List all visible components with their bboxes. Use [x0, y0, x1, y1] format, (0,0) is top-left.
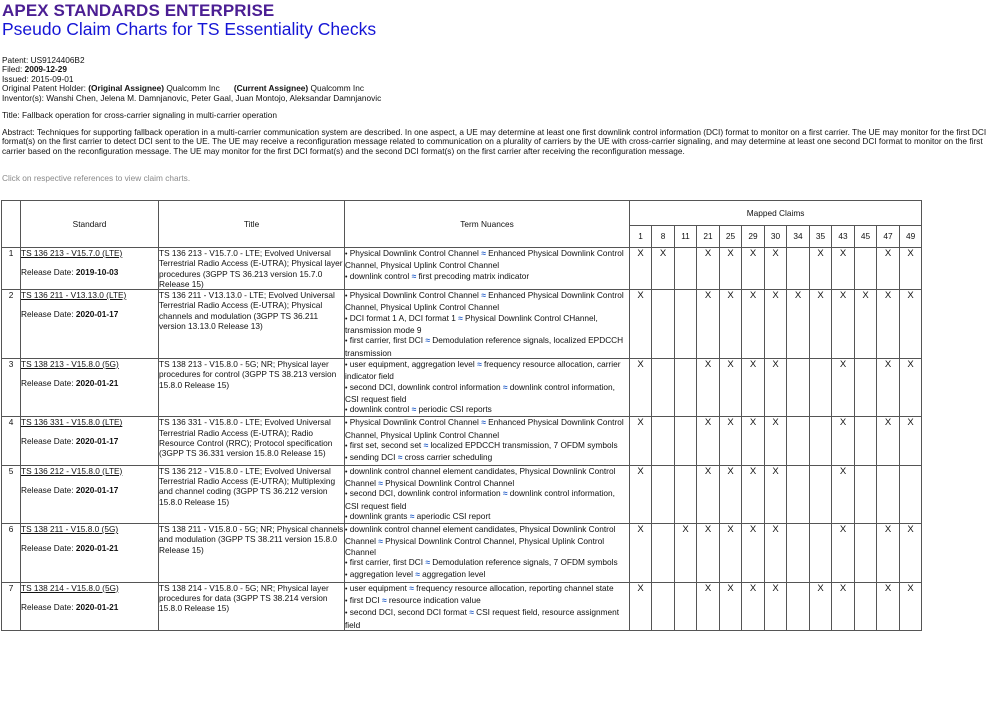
bullet-icon: •	[345, 468, 348, 476]
table-row	[2, 248, 922, 290]
term-nuances-cell	[345, 248, 630, 290]
claim-mark-cell	[675, 417, 697, 465]
claim-number-header: 1	[630, 225, 652, 247]
term-source: downlink control	[349, 404, 410, 415]
approx-icon: ≈	[409, 510, 415, 521]
claim-mark-cell	[652, 582, 675, 630]
approx-icon: ≈	[502, 488, 508, 499]
term-target: downlink control information, CSI request field	[345, 381, 615, 404]
term-target: cross carrier scheduling	[404, 452, 493, 463]
claim-mark-cell: X	[675, 524, 697, 582]
bullet-icon: •	[345, 273, 348, 281]
term-nuances-cell	[345, 290, 630, 359]
table-row	[2, 417, 922, 465]
row-index: 4	[2, 417, 21, 465]
claim-mark-cell: X	[765, 248, 787, 290]
issued-date: 2015-09-01	[31, 73, 74, 84]
row-index: 2	[2, 290, 21, 359]
release-date-value: 2020-01-21	[75, 543, 119, 554]
patent-title	[2, 110, 277, 120]
standard-title: TS 138 214 - V15.8.0 - 5G; NR; Physical layer procedures for data (3GPP TS 38.214 version 15.8.0 Release 15)	[159, 582, 345, 630]
claim-mark-cell: X	[697, 290, 720, 359]
release-date-value: 2020-01-17	[75, 309, 119, 320]
claim-mark-cell: X	[765, 582, 787, 630]
claim-mark-cell: X	[765, 465, 787, 523]
term-nuance	[345, 466, 629, 489]
term-source: first set, second set	[349, 440, 422, 451]
claim-mark-cell: X	[742, 290, 765, 359]
release-date-label: Release Date:	[21, 543, 76, 554]
claim-mark-cell: X	[810, 582, 832, 630]
claim-mark-cell: X	[832, 290, 855, 359]
term-source: downlink control channel element candidates, Physical Downlink Control Channel	[345, 524, 616, 547]
term-target: frequency resource allocation, carrier indicator field	[345, 358, 621, 382]
approx-icon: ≈	[502, 381, 508, 392]
term-source: first carrier, first DCI	[349, 557, 424, 568]
bullet-icon: •	[345, 293, 348, 301]
row-index: 5	[2, 465, 21, 523]
claim-mark-cell	[855, 248, 877, 290]
row-index: 7	[2, 582, 21, 630]
claim-mark-cell: X	[697, 248, 720, 290]
term-nuance	[345, 595, 629, 607]
claim-number-header: 34	[787, 225, 810, 247]
approx-icon: ≈	[481, 248, 486, 258]
term-source: first DCI	[349, 594, 380, 605]
current-assignee: Qualcomm Inc	[308, 83, 364, 94]
patent-title-label: Title:	[2, 110, 22, 120]
claim-mark-cell	[810, 524, 832, 582]
term-nuances-cell	[345, 524, 630, 582]
term-target: Demodulation reference signals, localized EPDCCH transmission	[345, 335, 624, 358]
claim-mark-cell: X	[832, 358, 855, 416]
claim-mark-cell: X	[810, 248, 832, 290]
term-target: periodic CSI reports	[418, 404, 492, 415]
original-assignee: Qualcomm Inc	[164, 83, 220, 94]
term-target: Enhanced Physical Downlink Control Channel, Physical Uplink Control Channel	[345, 417, 624, 440]
bullet-icon: •	[345, 597, 348, 605]
bullet-icon: •	[345, 572, 348, 580]
claim-mark-cell: X	[697, 582, 720, 630]
release-date	[21, 309, 158, 319]
claim-mark-cell	[652, 524, 675, 582]
standard-title: TS 138 211 - V15.8.0 - 5G; NR; Physical channels and modulation (3GPP TS 38.211 version 15.8.0 Release 15)	[159, 524, 345, 582]
claim-mark-cell: X	[900, 524, 922, 582]
claim-mark-cell: X	[877, 524, 900, 582]
term-source: downlink control channel element candidates, Physical Downlink Control Channel	[345, 465, 616, 488]
bullet-icon: •	[345, 407, 348, 415]
release-date-value: 2020-01-17	[75, 484, 119, 495]
claim-mark-cell: X	[720, 465, 742, 523]
claim-mark-cell: X	[630, 248, 652, 290]
release-date-value: 2020-01-21	[75, 377, 119, 388]
term-nuance	[345, 511, 629, 523]
term-nuance	[345, 404, 629, 416]
patent-number: US9124406B2	[30, 55, 85, 65]
claim-mark-cell: X	[742, 582, 765, 630]
bullet-icon: •	[345, 361, 348, 369]
term-target: Enhanced Physical Downlink Control Channel, Physical Uplink Control Channel	[345, 290, 624, 313]
term-source: Physical Downlink Control Channel	[349, 290, 479, 301]
claim-mark-cell: X	[787, 290, 810, 359]
bullet-icon: •	[345, 491, 348, 499]
term-target: resource indication value	[388, 594, 481, 605]
col-header-title: Title	[159, 201, 345, 248]
claim-mark-cell	[787, 358, 810, 416]
standard-cell	[21, 290, 159, 359]
claim-mark-cell: X	[900, 290, 922, 359]
approx-icon: ≈	[425, 557, 430, 568]
inventors-label: Inventor(s):	[2, 92, 47, 103]
claim-mark-cell: X	[877, 358, 900, 416]
release-date	[21, 436, 158, 446]
term-nuance	[345, 488, 629, 511]
term-target: Demodulation reference signals, 7 OFDM symbols	[432, 557, 618, 568]
term-nuance	[345, 417, 629, 440]
claim-mark-cell	[652, 465, 675, 523]
term-nuance	[345, 583, 629, 595]
term-source: downlink control	[349, 270, 410, 281]
row-index: 1	[2, 248, 21, 290]
claim-mark-cell: X	[765, 358, 787, 416]
claims-table	[1, 200, 922, 631]
term-nuance	[345, 440, 629, 452]
approx-icon: ≈	[423, 440, 429, 451]
standard-cell	[21, 358, 159, 416]
claim-mark-cell: X	[720, 582, 742, 630]
claim-mark-cell	[787, 465, 810, 523]
patent-meta	[2, 56, 381, 103]
claim-mark-cell: X	[877, 248, 900, 290]
claim-mark-cell	[652, 417, 675, 465]
claim-mark-cell: X	[765, 290, 787, 359]
term-nuance	[345, 524, 629, 557]
inventors: Wanshi Chen, Jelena M. Damnjanovic, Peter Gaal, Juan Montojo, Aleksandar Damnjanovic	[46, 92, 382, 103]
standard-title: TS 138 213 - V15.8.0 - 5G; NR; Physical layer procedures for control (3GPP TS 38.213 version 15.8.0 Release 15)	[159, 358, 345, 416]
term-nuances-cell	[345, 358, 630, 416]
claim-number-header: 43	[832, 225, 855, 247]
claim-mark-cell: X	[832, 248, 855, 290]
claim-mark-cell: X	[697, 524, 720, 582]
term-nuance	[345, 557, 629, 569]
standard-link[interactable]: TS 138 214 - V15.8.0 (5G)	[21, 582, 119, 593]
term-nuance	[345, 382, 629, 405]
claim-mark-cell: X	[697, 465, 720, 523]
claim-mark-cell: X	[900, 248, 922, 290]
claim-number-header: 21	[697, 225, 720, 247]
claim-mark-cell: X	[832, 524, 855, 582]
standard-link[interactable]: TS 136 212 - V15.8.0 (LTE)	[21, 465, 123, 476]
claim-mark-cell: X	[900, 358, 922, 416]
col-header-mapped-claims: Mapped Claims	[630, 201, 922, 226]
claim-mark-cell: X	[765, 524, 787, 582]
claims-table-body	[2, 248, 922, 631]
term-nuance	[345, 452, 629, 464]
standard-title: TS 136 331 - V15.8.0 - LTE; Evolved Universal Terrestrial Radio Access (E-UTRA); Radio Resource Control (RRC); Protocol specification (3GPP TS 36.331 version 15.8.0 Release 15)	[159, 417, 345, 465]
bullet-icon: •	[345, 384, 348, 392]
claim-mark-cell: X	[900, 582, 922, 630]
table-row	[2, 524, 922, 582]
claim-mark-cell: X	[742, 417, 765, 465]
claim-mark-cell	[675, 465, 697, 523]
claim-mark-cell	[787, 524, 810, 582]
claim-mark-cell: X	[630, 524, 652, 582]
bullet-icon: •	[345, 251, 348, 258]
release-date	[21, 543, 158, 553]
claim-number-header: 11	[675, 225, 697, 247]
approx-icon: ≈	[378, 477, 383, 488]
term-nuance	[345, 359, 629, 382]
claim-mark-cell	[787, 582, 810, 630]
approx-icon: ≈	[411, 270, 417, 281]
claim-mark-cell: X	[652, 248, 675, 290]
term-source: Physical Downlink Control Channel	[349, 417, 479, 428]
approx-icon: ≈	[481, 417, 486, 428]
claim-number-header: 8	[652, 225, 675, 247]
abstract-text: Techniques for supporting fallback operation in a multi-carrier communication system are described. In one aspect, a UE may determine at least one first downlink control information (DCI) format to monitor on a first carrier. The UE may monitor for the first DCI format(s) on the first carrier to detect DCI sent to the UE. The UE may receive a reconfiguration message related to communication on a plurality of carriers by the UE with cross-carrier signaling, and may determine at least one second DCI format to monitor on the first carrier based on the reconfiguration message. The UE may monitor for the first DCI format(s) and the second DCI format(s) on the first carrier after receiving the reconfiguration message.	[2, 127, 987, 156]
filed-label: Filed:	[2, 64, 25, 75]
holder-label: Original Patent Holder:	[2, 83, 89, 94]
term-nuance	[345, 607, 629, 630]
bullet-icon: •	[345, 560, 348, 568]
claim-mark-cell	[675, 290, 697, 359]
claim-mark-cell: X	[720, 248, 742, 290]
standard-cell	[21, 524, 159, 582]
claim-mark-cell: X	[810, 290, 832, 359]
standard-cell	[21, 248, 159, 290]
filed-date: 2009-12-29	[24, 64, 68, 75]
current-assignee-label: (Current Assignee)	[233, 83, 309, 94]
term-nuances-cell	[345, 465, 630, 523]
patent-title-text: Fallback operation for cross-carrier signaling in multi-carrier operation	[21, 110, 277, 120]
standard-link[interactable]: TS 138 211 - V15.8.0 (5G)	[21, 524, 119, 535]
approx-icon: ≈	[397, 452, 403, 463]
term-target: Physical Downlink Control Channel	[385, 477, 515, 488]
term-nuance	[345, 335, 629, 358]
table-row	[2, 582, 922, 630]
issued-label: Issued:	[2, 73, 32, 84]
claim-mark-cell	[675, 358, 697, 416]
claim-mark-cell: X	[720, 417, 742, 465]
standard-cell	[21, 417, 159, 465]
term-nuance	[345, 313, 629, 336]
release-date-label: Release Date:	[21, 601, 76, 612]
approx-icon: ≈	[409, 582, 414, 593]
standard-link[interactable]: TS 136 331 - V15.8.0 (LTE)	[21, 417, 123, 428]
claim-mark-cell: X	[742, 248, 765, 290]
approx-icon: ≈	[481, 290, 486, 301]
term-target: Enhanced Physical Downlink Control Channel, Physical Uplink Control Channel	[345, 248, 624, 271]
term-target: localized EPDCCH transmission, 7 OFDM symbols	[430, 440, 618, 451]
claim-mark-cell: X	[630, 290, 652, 359]
claim-mark-cell: X	[877, 290, 900, 359]
claim-mark-cell: X	[630, 417, 652, 465]
claim-mark-cell	[877, 465, 900, 523]
claim-mark-cell: X	[832, 465, 855, 523]
col-header-standard: Standard	[21, 201, 159, 248]
release-date	[21, 267, 158, 277]
patent-number-label: Patent:	[2, 55, 31, 65]
term-nuance	[345, 271, 629, 283]
approx-icon: ≈	[382, 594, 387, 605]
term-source: sending DCI	[349, 452, 396, 463]
release-date-label: Release Date:	[21, 484, 76, 495]
claim-number-header: 29	[742, 225, 765, 247]
claim-number-header: 47	[877, 225, 900, 247]
claim-mark-cell: X	[855, 290, 877, 359]
claim-mark-cell: X	[720, 290, 742, 359]
term-target: CSI request field, resource assignment field	[345, 607, 620, 630]
table-row	[2, 465, 922, 523]
original-assignee-label: (Original Assignee)	[88, 83, 165, 94]
term-target: aggregation level	[422, 569, 486, 580]
claim-mark-cell	[855, 582, 877, 630]
term-source: second DCI, second DCI format	[349, 607, 467, 618]
claim-mark-cell	[900, 465, 922, 523]
claim-mark-cell	[787, 248, 810, 290]
claim-mark-cell	[787, 417, 810, 465]
claim-number-header: 45	[855, 225, 877, 247]
claim-mark-cell: X	[720, 358, 742, 416]
row-index: 6	[2, 524, 21, 582]
release-date-value: 2019-10-03	[75, 267, 119, 277]
term-nuance	[345, 569, 629, 581]
col-header-terms: Term Nuances	[345, 201, 630, 248]
claim-mark-cell: X	[900, 417, 922, 465]
claim-mark-cell	[855, 465, 877, 523]
standard-link[interactable]: TS 136 213 - V15.7.0 (LTE)	[21, 248, 123, 258]
release-date	[21, 485, 158, 495]
bullet-icon: •	[345, 443, 348, 451]
standard-cell	[21, 465, 159, 523]
bullet-icon: •	[345, 455, 348, 463]
claim-number-header: 30	[765, 225, 787, 247]
release-date-label: Release Date:	[21, 377, 76, 388]
bullet-icon: •	[345, 527, 348, 535]
standard-link[interactable]: TS 136 211 - V13.13.0 (LTE)	[21, 290, 127, 301]
claim-number-header: 25	[720, 225, 742, 247]
claim-mark-cell: X	[630, 582, 652, 630]
bullet-icon: •	[345, 585, 348, 593]
claim-mark-cell	[810, 465, 832, 523]
page-subtitle: Pseudo Claim Charts for TS Essentiality Checks	[2, 19, 377, 39]
bullet-icon: •	[345, 610, 348, 618]
release-date	[21, 602, 158, 612]
approx-icon: ≈	[415, 569, 420, 580]
bullet-icon: •	[345, 420, 348, 428]
term-source: DCI format 1 A, DCI format 1	[349, 312, 456, 323]
claim-number-header: 49	[900, 225, 922, 247]
claim-mark-cell	[855, 524, 877, 582]
release-date	[21, 378, 158, 388]
term-target: frequency resource allocation, reporting channel state	[416, 582, 614, 593]
term-source: user equipment	[349, 582, 407, 593]
claim-mark-cell: X	[877, 417, 900, 465]
release-date-label: Release Date:	[21, 267, 76, 277]
claim-mark-cell: X	[742, 524, 765, 582]
bullet-icon: •	[345, 513, 348, 521]
claim-mark-cell	[675, 582, 697, 630]
abstract-label: Abstract:	[2, 127, 37, 137]
approx-icon: ≈	[425, 335, 430, 346]
claim-mark-cell	[652, 358, 675, 416]
term-source: first carrier, first DCI	[349, 335, 424, 346]
instruction-hint: Click on respective references to view claim charts.	[2, 173, 191, 183]
claim-mark-cell: X	[742, 358, 765, 416]
standard-title: TS 136 213 - V15.7.0 - LTE; Evolved Universal Terrestrial Radio Access (E-UTRA); Physical layer procedures (3GPP TS 36.213 version 15.7.0 Release 15)	[159, 248, 343, 289]
standard-title: TS 136 211 - V13.13.0 - LTE; Evolved Universal Terrestrial Radio Access (E-UTRA); Physical channels and modulation (3GPP TS 36.211 version 13.13.0 Release 13)	[159, 290, 345, 359]
term-nuance	[345, 290, 629, 313]
table-row	[2, 358, 922, 416]
release-date-label: Release Date:	[21, 309, 76, 320]
inventors-line	[2, 94, 381, 103]
claim-mark-cell: X	[765, 417, 787, 465]
table-row	[2, 290, 922, 359]
claim-mark-cell: X	[697, 417, 720, 465]
claim-mark-cell	[652, 290, 675, 359]
term-nuances-cell	[345, 417, 630, 465]
approx-icon: ≈	[477, 358, 482, 369]
term-target: Physical Downlink Control CHannel, transmission mode 9	[345, 312, 598, 336]
term-nuance	[345, 248, 629, 271]
term-target: first precoding matrix indicator	[418, 270, 530, 281]
claim-mark-cell	[810, 417, 832, 465]
claim-mark-cell: X	[742, 465, 765, 523]
standard-title: TS 136 212 - V15.8.0 - LTE; Evolved Universal Terrestrial Radio Access (E-UTRA); Multiplexing and channel coding (3GPP TS 36.212 version 15.8.0 Release 15)	[159, 465, 345, 523]
patent-abstract	[2, 128, 996, 156]
approx-icon: ≈	[469, 607, 474, 618]
term-target: downlink control information, CSI request field	[345, 488, 615, 511]
standard-link[interactable]: TS 138 213 - V15.8.0 (5G)	[21, 358, 119, 369]
term-source: second DCI, downlink control information	[349, 381, 501, 392]
approx-icon: ≈	[458, 312, 463, 323]
term-target: Physical Downlink Control Channel, Physical Uplink Control Channel	[345, 536, 605, 557]
term-target: aperiodic CSI report	[416, 510, 491, 521]
approx-icon: ≈	[411, 404, 417, 415]
term-source: second DCI, downlink control information	[349, 488, 501, 499]
brand-title: APEX STANDARDS ENTERPRISE	[2, 1, 275, 20]
claim-number-header: 35	[810, 225, 832, 247]
release-date-value: 2020-01-21	[75, 601, 119, 612]
claim-mark-cell: X	[630, 358, 652, 416]
term-source: downlink grants	[349, 510, 408, 521]
claim-mark-cell: X	[630, 465, 652, 523]
term-source: user equipment, aggregation level	[349, 358, 475, 369]
claim-mark-cell: X	[697, 358, 720, 416]
bullet-icon: •	[345, 315, 348, 323]
release-date-label: Release Date:	[21, 436, 76, 447]
term-source: aggregation level	[349, 569, 413, 580]
release-date-value: 2020-01-17	[75, 436, 119, 447]
term-nuances-cell	[345, 582, 630, 630]
claim-mark-cell	[810, 358, 832, 416]
claim-mark-cell: X	[720, 524, 742, 582]
standard-cell	[21, 582, 159, 630]
approx-icon: ≈	[378, 536, 383, 547]
col-header-index	[2, 201, 21, 248]
claim-mark-cell	[855, 358, 877, 416]
term-source: Physical Downlink Control Channel	[349, 248, 479, 258]
bullet-icon: •	[345, 338, 348, 346]
claim-mark-cell: X	[832, 417, 855, 465]
claim-mark-cell	[855, 417, 877, 465]
row-index: 3	[2, 358, 21, 416]
claim-mark-cell: X	[877, 582, 900, 630]
claim-mark-cell: X	[832, 582, 855, 630]
claim-mark-cell	[675, 248, 697, 290]
